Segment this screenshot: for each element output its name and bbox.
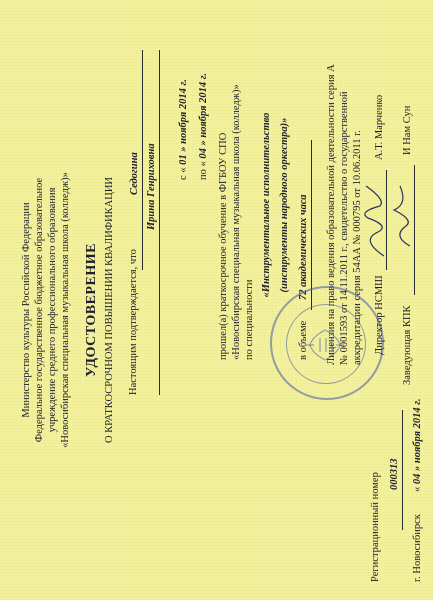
head-label: Заведующая КПК [402,305,413,385]
volume-value: 72 академических часа [298,194,309,300]
date-from-day: 01 [178,154,189,165]
training-line-3: по специальности [244,279,255,360]
issue-date [412,398,423,492]
date-to-prefix: по « [198,161,209,180]
document-title: УДОСТОВЕРЕНИЕ [84,243,99,377]
registration-label: Регистрационный номер [370,472,381,582]
issue-date-prefix: « [412,486,423,492]
registration-number: 000313 [389,458,400,490]
surname: Седогина [129,152,140,195]
volume-label: в объеме [298,320,309,360]
date-to [198,73,209,180]
specialty-line-2: (инструменты народного оркестра)» [279,117,290,293]
institution-line-3: «Новосибирская специальная музыкальная школа (колледж)» [60,172,71,448]
license-line-1: Лицензия на право ведения образовательной деятельности серия А [326,64,337,365]
head-name: И Нам Сун [402,105,413,155]
director-name: А.Т. Марченко [374,94,385,160]
issue-date-suffix: » ноября 2014 г. [412,398,423,471]
surname-underline [142,50,143,270]
institution-line-2: учреждение среднего профессионального образования [47,187,58,433]
volume-underline [311,140,312,310]
seal-emblem-icon [270,290,380,400]
given-names: Ирина Генриховна [146,143,157,230]
date-to-day: 04 [198,148,209,159]
ministry-line: Министерство культуры Российской Федерации [21,202,32,418]
institution-line-1: Федеральное государственное бюджетное образовательное [34,177,45,443]
city: г. Новосибирск [412,514,423,582]
director-label: Директор НСМШ [374,275,385,355]
training-line-1: прошел(а) краткосрочное обучение в ФГБОУ СПО [218,132,229,360]
license-line-2: № 0001593 от 14.11.2011 г., свидетельство о государственной [339,91,350,365]
specialty-line-1: «Инструментальное исполнительство [261,112,272,298]
document-subtitle: О КРАТКОСРОЧНОМ ПОВЫШЕНИИ КВАЛИФИКАЦИИ [104,176,115,444]
training-line-2: «Новосибирская специальная музыкальная школа (колледж)» [231,84,242,360]
date-to-suffix: » ноября 2014 г. [198,72,209,146]
date-from-suffix: » ноября 2014 г. [178,79,189,152]
issue-date-day: 04 [412,473,423,485]
registration-underline [402,410,403,530]
intro-text: Настоящим подтверждается, что [128,249,139,395]
license-line-3: аккредитации серия 54АА № 000795 от 10.06.2011 г. [352,130,363,365]
official-seal [270,286,384,400]
date-from [178,79,189,180]
date-from-prefix: с « [178,167,189,180]
name-underline [159,50,160,395]
head-signature [386,180,418,250]
